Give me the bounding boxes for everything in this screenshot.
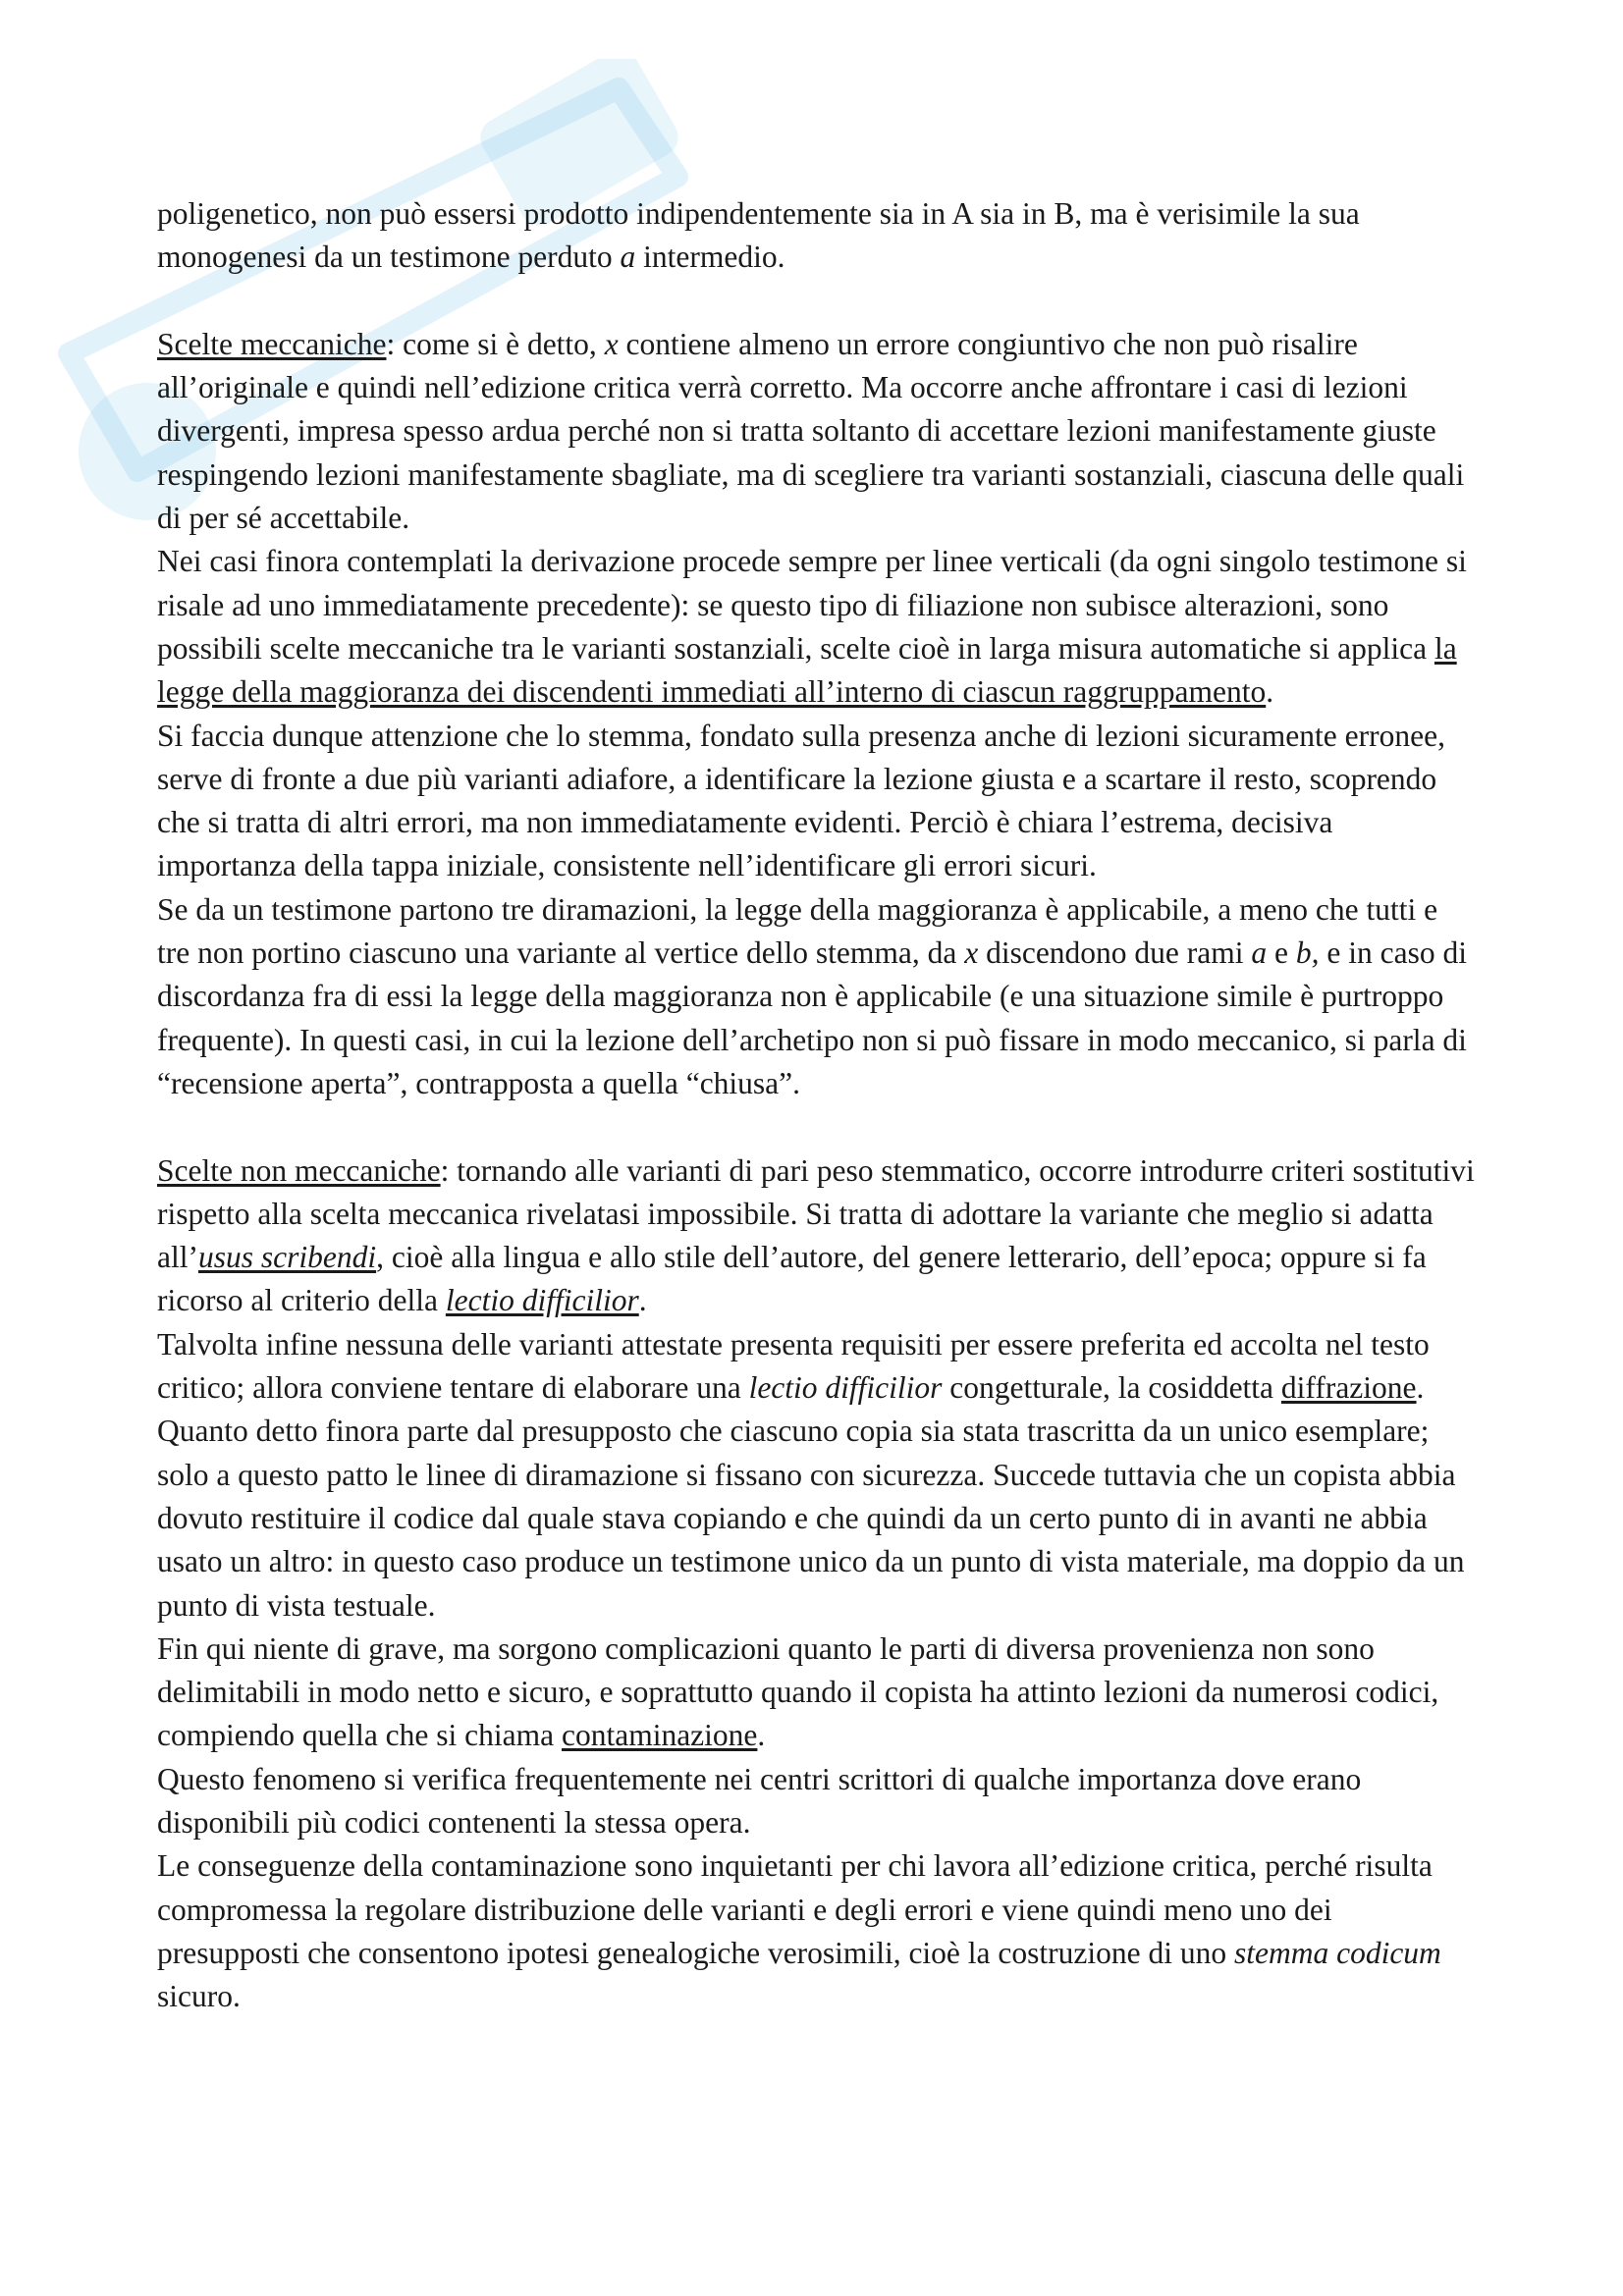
diffrazione: diffrazione <box>1280 1370 1417 1406</box>
paragraph-gap <box>157 1105 1478 1148</box>
paragraph-4: Si faccia dunque attenzione che lo stemma, fondato sulla presenza anche di lezioni sicuramente erronee, serve di fronte a due più varianti adiafore, a identificare la lezione giusta e a scartare il resto, scoprendo che si tratta di altri errori, ma non immediatamente evidenti. Perciò è chiara l’estrema, decisiva importanza della tappa iniziale, consistente nell’identificare gli errori sicuri. <box>157 718 1445 883</box>
stemma-codicum: stemma codicum <box>1233 1935 1441 1970</box>
section-label-scelte-non-meccaniche: Scelte non meccaniche <box>157 1152 441 1188</box>
contaminazione: contaminazione <box>561 1718 758 1753</box>
paragraph-11: Le conseguenze della contaminazione sono inquietanti per chi lavora all’edizione critica, perché risulta compromessa la regolare distribuzione delle varianti e degli errori e viene quindi meno uno dei presupposti che consentono ipotesi genealogiche verosimili, cioè la costruzione di uno stemma codicum sicuro. <box>157 1848 1441 2014</box>
paragraph-1: poligenetico, non può essersi prodotto indipendentemente sia in A sia in B, ma è verisimile la sua monogenesi da un testimone perduto a intermedio. <box>157 196 1360 275</box>
legge-maggioranza: la legge della maggioranza dei discendenti immediati all’interno di ciascun raggruppamento <box>157 630 1457 710</box>
paragraph-scelte-non-meccaniche: Scelte non meccaniche: tornando alle varianti di pari peso stemmatico, occorre introdurre criteri sostitutivi rispetto alla scelta meccanica rivelatasi impossibile. Si tratta di adottare la variante che meglio si adatta all’usus scribendi, cioè alla lingua e allo stile dell’autore, del genere letterario, dell’epoca; oppure si fa ricorso al criterio della lectio difficilior. <box>157 1152 1475 1318</box>
paragraph-5: Se da un testimone partono tre diramazioni, la legge della maggioranza è applicabile, a meno che tutti e tre non portino ciascuno una variante al vertice dello stemma, da x discendono due rami a e b, e in caso di discordanza fra di essi la legge della maggioranza non è applicabile (e una situazione simile è purtroppo frequente). In questi casi, in cui la lezione dell’archetipo non si può fissare in modo meccanico, si parla di “recensione aperta”, contrapposta a quella “chiusa”. <box>157 891 1467 1100</box>
usus-scribendi: usus scribendi <box>197 1240 377 1275</box>
paragraph-8: Quanto detto finora parte dal presupposto che ciascuno copia sia stata trascritta da un unico esemplare; solo a questo patto le linee di diramazione si fissano con sicurezza. Succede tuttavia che un copista abbia dovuto restituire il codice dal quale stava copiando e che quindi da un certo punto di in avanti ne abbia usato un altro: in questo caso produce un testimone unico da un punto di vista materiale, ma doppio da un punto di vista testuale. <box>157 1414 1465 1623</box>
document-body <box>157 192 1478 2018</box>
paragraph-scelte-meccaniche: Scelte meccaniche: come si è detto, x contiene almeno un errore congiuntivo che non può risalire all’originale e quindi nell’edizione critica verrà corretto. Ma occorre anche affrontare i casi di lezioni divergenti, impresa spesso ardua perché non si tratta soltanto di accettare lezioni manifestamente giuste respingendo lezioni manifestamente sbagliate, ma di scegliere tra varianti sostanziali, ciascuna delle quali di per sé accettabile. <box>157 326 1465 536</box>
section-label-scelte-meccaniche: Scelte meccaniche <box>157 326 387 361</box>
lectio-difficilior: lectio difficilior <box>445 1283 639 1318</box>
paragraph-3: Nei casi finora contemplati la derivazione procede sempre per linee verticali (da ogni singolo testimone si risale ad uno immediatamente precedente): se questo tipo di filiazione non subisce alterazioni, sono possibili scelte meccaniche tra le varianti sostanziali, scelte cioè in larga misura automatiche si applica la legge della maggioranza dei discendenti immediati all’interno di ciascun raggruppamento. <box>157 544 1467 710</box>
paragraph-9: Fin qui niente di grave, ma sorgono complicazioni quanto le parti di diversa provenienza non sono delimitabili in modo netto e sicuro, e soprattutto quando il copista ha attinto lezioni da numerosi codici, compiendo quella che si chiama contaminazione. <box>157 1630 1439 1753</box>
paragraph-10: Questo fenomeno si verifica frequentemente nei centri scrittori di qualche importanza dove erano disponibili più codici contenenti la stessa opera. <box>157 1761 1362 1840</box>
paragraph-gap <box>157 280 1478 323</box>
paragraph-7: Talvolta infine nessuna delle varianti attestate presenta requisiti per essere preferita ed accolta nel testo critico; allora conviene tentare di elaborare una lectio difficilior congetturale, la cosiddetta diffrazione. <box>157 1326 1430 1406</box>
siglum-a: a <box>620 240 636 275</box>
